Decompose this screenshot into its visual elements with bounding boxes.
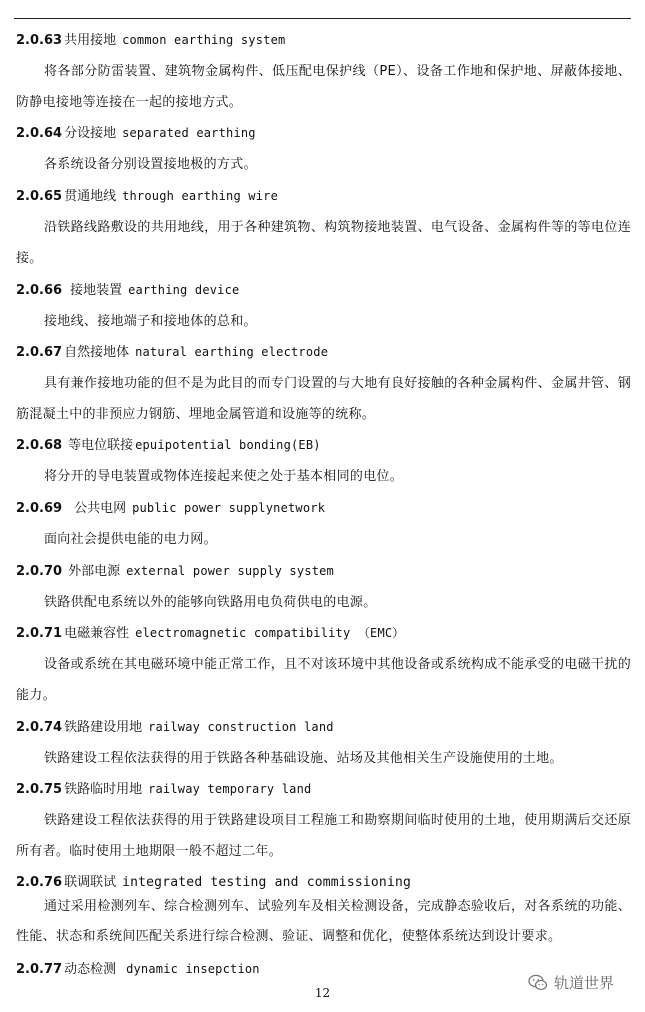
watermark	[528, 972, 614, 993]
term-definition: 铁路建设工程依法获得的用于铁路各种基础设施、站场及其他相关生产设施使用的土地。	[44, 751, 563, 766]
term-number: 2.0.69	[16, 501, 63, 516]
page-number: 12	[314, 986, 331, 1000]
term-heading	[16, 187, 631, 206]
term-english: railway construction land	[148, 720, 334, 734]
term-entry-2-0-67	[16, 343, 631, 430]
watermark-text: 轨道世界	[554, 974, 615, 992]
term-number: 2.0.67	[16, 345, 63, 360]
term-english: railway temporary land	[148, 782, 312, 796]
term-heading	[16, 436, 631, 455]
term-english: through earthing wire	[122, 189, 278, 203]
term-heading	[16, 31, 631, 50]
term-chinese: 共用接地	[64, 33, 117, 48]
term-definition: 设备或系统在其电磁环境中能正常工作，且不对该环境中其他设备或系统构成不能承受的电磁干扰的能力。	[16, 657, 631, 703]
term-english: public power supplynetwork	[132, 501, 326, 515]
term-entry-2-0-71	[16, 624, 631, 711]
term-entry-2-0-76	[16, 874, 631, 952]
term-chinese: 动态检测	[64, 962, 117, 977]
term-definition: 具有兼作接地功能的但不是为此目的而专门设置的与大地有良好接触的各种金属构件、金属井管、钢筋混凝土中的非预应力钢筋、埋地金属管道和设施等的统称。	[16, 376, 631, 422]
term-number: 2.0.66	[16, 283, 63, 298]
term-entry-2-0-69	[16, 499, 631, 555]
term-chinese: 电磁兼容性	[64, 626, 130, 641]
term-english: epuipotential bonding(EB)	[135, 438, 321, 452]
term-entry-2-0-64	[16, 124, 631, 180]
term-english: dynamic insepction	[126, 962, 260, 976]
term-definition: 各系统设备分别设置接地极的方式。	[44, 157, 257, 172]
term-definition: 铁路建设工程依法获得的用于铁路建设项目工程施工和勘察期间临时使用的土地，使用期满后交还原所有者。临时使用土地期限一般不超过二年。	[16, 813, 631, 859]
term-chinese: 贯通地线	[64, 189, 117, 204]
term-entry-2-0-70	[16, 562, 631, 618]
term-definition: 将各部分防雷装置、建筑物金属构件、低压配电保护线（PE）、设备工作地和保护地、屏蔽体接地、防静电接地等连接在一起的接地方式。	[16, 64, 631, 110]
term-heading	[16, 124, 631, 143]
term-heading	[16, 718, 631, 737]
term-heading	[16, 624, 631, 643]
term-entry-2-0-74	[16, 718, 631, 774]
wechat-icon	[528, 974, 548, 992]
term-heading	[16, 499, 631, 518]
term-chinese: 外部电源	[68, 564, 121, 579]
term-number: 2.0.64	[16, 126, 63, 141]
term-chinese: 分设接地	[64, 126, 117, 141]
term-definition: 沿铁路线路敷设的共用地线，用于各种建筑物、构筑物接地装置、电气设备、金属构件等的等电位连接。	[16, 220, 631, 266]
term-english: earthing device	[128, 283, 240, 297]
term-chinese: 自然接地体	[64, 345, 130, 360]
term-heading	[16, 343, 631, 362]
term-chinese: 铁路建设用地	[64, 720, 143, 735]
term-heading	[16, 562, 631, 581]
term-heading	[16, 874, 631, 892]
term-number: 2.0.63	[16, 33, 63, 48]
term-chinese: 公共电网	[74, 501, 127, 516]
header-rule	[14, 18, 631, 19]
term-chinese: 接地装置	[70, 283, 123, 298]
term-english: common earthing system	[122, 33, 286, 47]
term-chinese: 联调联试	[64, 875, 117, 890]
term-definition: 铁路供配电系统以外的能够向铁路用电负荷供电的电源。	[44, 595, 377, 610]
term-english: integrated testing and commissioning	[122, 875, 412, 890]
term-number: 2.0.68	[16, 438, 63, 453]
term-chinese: 等电位联接	[68, 438, 134, 453]
term-english: separated earthing	[122, 126, 256, 140]
term-definition: 通过采用检测列车、综合检测列车、试验列车及相关检测设备，完成静态验收后，对各系统的功能、性能、状态和系统间匹配关系进行综合检测、验证、调整和优化，使整体系统达到设计要求。	[16, 899, 631, 944]
term-definition: 接地线、接地端子和接地体的总和。	[44, 314, 257, 329]
term-number: 2.0.76	[16, 875, 63, 890]
term-heading	[16, 281, 631, 300]
term-number: 2.0.75	[16, 782, 63, 797]
term-entry-2-0-65	[16, 187, 631, 274]
term-number: 2.0.74	[16, 720, 63, 735]
term-entry-2-0-63	[16, 31, 631, 118]
term-number: 2.0.70	[16, 564, 63, 579]
term-definition: 面向社会提供电能的电力网。	[44, 532, 217, 547]
term-number: 2.0.65	[16, 189, 63, 204]
term-entry-2-0-75	[16, 780, 631, 867]
term-chinese: 铁路临时用地	[64, 782, 143, 797]
term-number: 2.0.71	[16, 626, 63, 641]
term-english: electromagnetic compatibility （EMC）	[135, 626, 405, 640]
term-entry-2-0-66	[16, 281, 631, 337]
term-heading	[16, 780, 631, 799]
term-english: natural earthing electrode	[135, 345, 329, 359]
term-entry-2-0-68	[16, 436, 631, 492]
term-english: external power supply system	[126, 564, 334, 578]
term-definition: 将分开的导电装置或物体连接起来使之处于基本相同的电位。	[44, 469, 404, 484]
term-number: 2.0.77	[16, 962, 63, 977]
